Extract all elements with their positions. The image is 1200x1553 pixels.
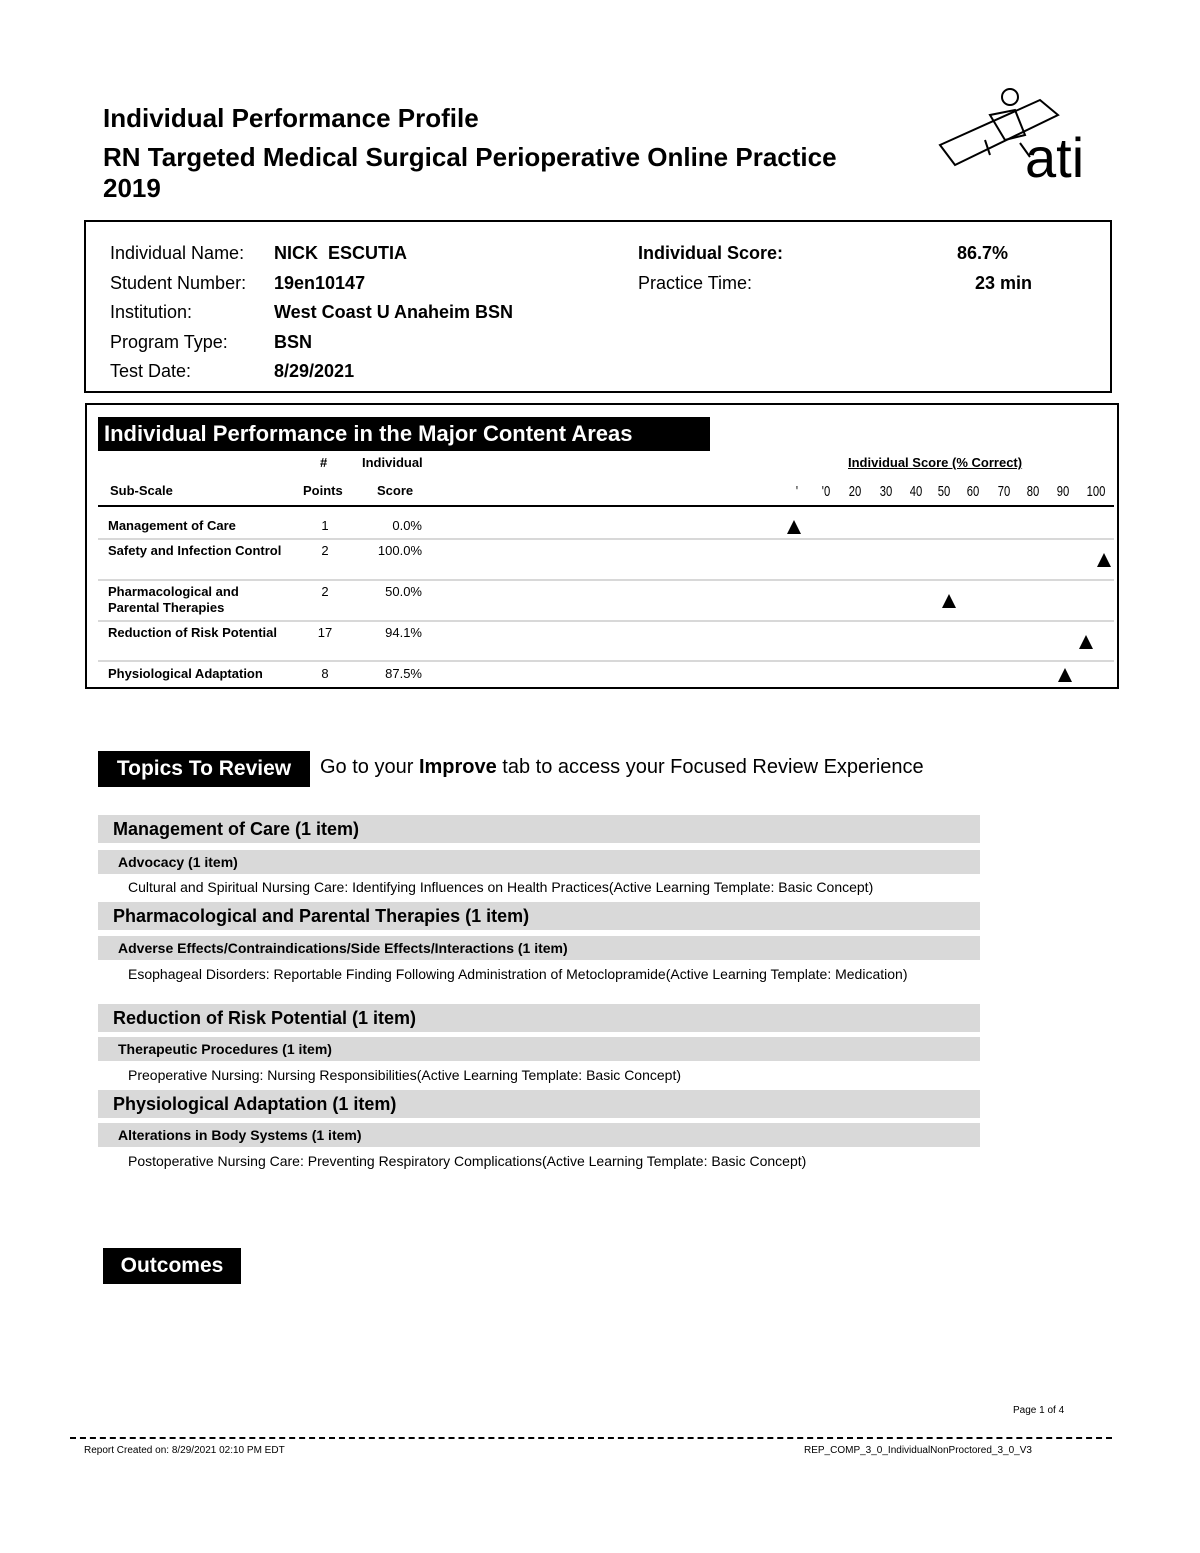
topic-item: Esophageal Disorders: Reportable Finding Following Administration of Metoclopramide(Active Learning Template: Medication) [128, 966, 908, 982]
score-marker [787, 520, 801, 534]
subscale-points: 8 [321, 666, 329, 681]
subscale-name: Reduction of Risk Potential [108, 625, 278, 640]
topic-category: Reduction of Risk Potential (1 item) [98, 1004, 980, 1032]
subscale-points: 2 [321, 543, 329, 558]
exam-title: RN Targeted Medical Surgical Perioperative Online Practice [103, 142, 837, 172]
subscale-points: 2 [321, 584, 329, 599]
subscale-score: 50.0% [385, 584, 422, 599]
axis-tick-label: 40 [909, 483, 923, 500]
institution-value: West Coast U Anaheim BSN [274, 302, 514, 322]
subscale-score: 100.0% [377, 543, 422, 558]
outcomes-header: Outcomes [103, 1248, 241, 1284]
date-label: Test Date: [110, 361, 192, 381]
topic-subcategory: Adverse Effects/Contraindications/Side Effects/Interactions (1 item) [98, 936, 980, 960]
report-created: Report Created on: 8/29/2021 02:10 PM EDT [84, 1445, 285, 1456]
topics-instructions: Go to your Improve tab to access your Focused Review Experience [320, 756, 924, 778]
time-label: Practice Time: [638, 273, 753, 293]
axis-tick-label: '0 [821, 483, 831, 500]
axis-tick-label: 60 [966, 483, 980, 500]
axis-tick-label: 50 [937, 483, 951, 500]
score-label: Individual Score: [638, 243, 784, 263]
row-divider [98, 660, 1114, 662]
ati-logo-icon [930, 85, 1110, 185]
row-divider [98, 579, 1114, 581]
page-title: Individual Performance Profile [103, 103, 479, 133]
subscale-score: 0.0% [392, 518, 422, 533]
topic-category: Physiological Adaptation (1 item) [98, 1090, 980, 1118]
score-col-top: Individual [362, 455, 423, 470]
topic-item: Cultural and Spiritual Nursing Care: Identifying Influences on Health Practices(Active Learning Template: Basic Concept) [128, 879, 874, 895]
points-col-top: # [320, 455, 328, 470]
subscale-points: 17 [317, 625, 333, 640]
chart-col-header: Individual Score (% Correct) [848, 455, 1023, 470]
subscale-points: 1 [321, 518, 329, 533]
improve-tab-reference: Improve [418, 756, 497, 778]
score-marker [1079, 635, 1093, 649]
score-marker [1097, 553, 1111, 567]
subscale-name: Management of Care [108, 518, 236, 533]
subscale-score: 87.5% [385, 666, 422, 681]
topics-header: Topics To Review [98, 751, 310, 787]
program-label: Program Type: [110, 332, 228, 352]
test-date: 8/29/2021 [274, 361, 355, 381]
axis-tick-label: 90 [1056, 483, 1070, 500]
exam-year: 2019 [103, 173, 161, 203]
axis-tick-label: 80 [1026, 483, 1040, 500]
subscale-name: Safety and Infection Control [108, 543, 282, 558]
institution-label: Institution: [110, 302, 193, 322]
topic-category: Management of Care (1 item) [98, 815, 980, 843]
points-col-header: Points [303, 483, 343, 498]
name-label: Individual Name: [110, 243, 245, 263]
report-code: REP_COMP_3_0_IndividualNonProctored_3_0_V3 [804, 1445, 1032, 1456]
row-divider [98, 620, 1114, 622]
performance-section-title: Individual Performance in the Major Content Areas [98, 417, 710, 451]
ati-logo [930, 85, 1110, 185]
subscale-col-header: Sub-Scale [110, 483, 173, 498]
student-name: NICK ESCUTIA [274, 243, 408, 263]
axis-tick-label: 100 [1086, 483, 1106, 500]
axis-tick-label: 30 [879, 483, 893, 500]
footer-divider [70, 1437, 1112, 1439]
number-label: Student Number: [110, 273, 247, 293]
practice-time: 23 min [975, 273, 1033, 293]
topic-subcategory: Advocacy (1 item) [98, 850, 980, 874]
page-number: Page 1 of 4 [1013, 1405, 1065, 1416]
subscale-name: Pharmacological and Parental Therapies [108, 584, 239, 615]
axis-tick-label: ' [795, 483, 799, 500]
score-marker [1058, 668, 1072, 682]
logo-text: ati [1025, 126, 1085, 185]
row-divider [98, 538, 1114, 540]
topic-subcategory: Therapeutic Procedures (1 item) [98, 1037, 980, 1061]
topic-category: Pharmacological and Parental Therapies (1 item) [98, 902, 980, 930]
score-marker [942, 594, 956, 608]
topic-subcategory: Alterations in Body Systems (1 item) [98, 1123, 980, 1147]
header-rule [98, 505, 1114, 507]
topic-item: Preoperative Nursing: Nursing Responsibilities(Active Learning Template: Basic Concept) [128, 1067, 682, 1083]
axis-tick-label: 20 [848, 483, 862, 500]
individual-score: 86.7% [957, 243, 1009, 263]
topic-item: Postoperative Nursing Care: Preventing Respiratory Complications(Active Learning Template: Basic Concept) [128, 1153, 807, 1169]
subscale-score: 94.1% [385, 625, 422, 640]
student-number: 19en10147 [274, 273, 366, 293]
score-col-header: Score [377, 483, 414, 498]
program-value: BSN [274, 332, 313, 352]
axis-tick-label: 70 [997, 483, 1011, 500]
subscale-name: Physiological Adaptation [108, 666, 263, 681]
